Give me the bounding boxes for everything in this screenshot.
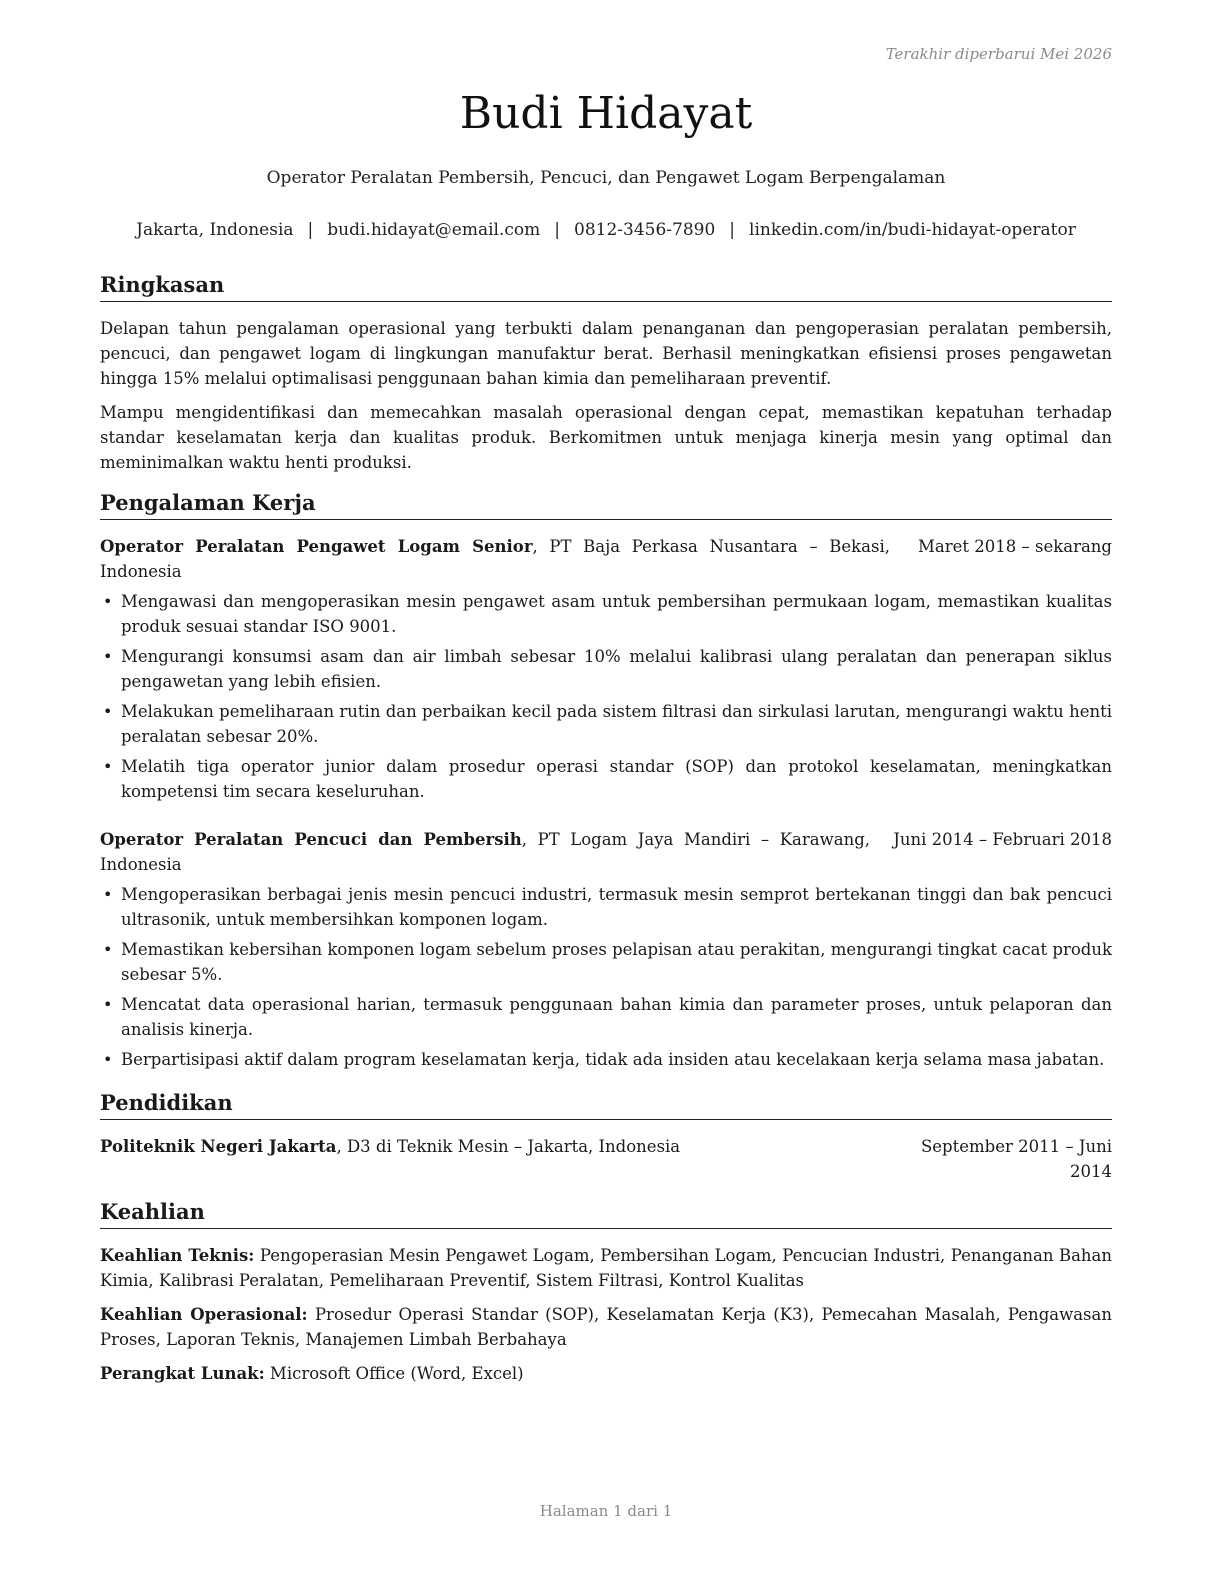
job-header bbox=[100, 827, 1112, 877]
job-bullet: • Melatih tiga operator junior dalam prosedur operasi standar (SOP) dan protokol keselamatan, meningkatkan kompetensi tim secara keseluruhan. bbox=[100, 754, 1112, 804]
skill-value: Microsoft Office (Word, Excel) bbox=[264, 1364, 524, 1383]
contact-location: Jakarta, Indonesia bbox=[136, 220, 294, 240]
job-company: , PT Baja Perkasa Nusantara – Bekasi, Indonesia bbox=[100, 537, 890, 581]
job-company: , PT Logam Jaya Mandiri – Karawang, Indonesia bbox=[100, 830, 870, 874]
job-role: Operator Peralatan Pencuci dan Pembersih bbox=[100, 830, 522, 849]
job-bullet: • Berpartisipasi aktif dalam program keselamatan kerja, tidak ada insiden atau kecelakaan kerja selama masa jabatan. bbox=[100, 1047, 1112, 1072]
contact-separator: | bbox=[729, 220, 736, 240]
job-bullet: • Melakukan pemeliharaan rutin dan perbaikan kecil pada sistem filtrasi dan sirkulasi larutan, mengurangi waktu henti peralatan sebesar 20%. bbox=[100, 699, 1112, 749]
contact-phone: 0812-3456-7890 bbox=[574, 220, 716, 240]
contact-separator: | bbox=[554, 220, 560, 240]
education-heading: Pendidikan bbox=[100, 1089, 1112, 1120]
summary-paragraph: Delapan tahun pengalaman operasional yang terbukti dalam penanganan dan pengoperasian peralatan pembersih, pencuci, dan pengawet logam di lingkungan manufaktur berat. Berhasil meningkatkan efisiensi proses pengawetan hingga 15% melalui optimalisasi penggunaan bahan kimia dan pemeliharaan preventif. bbox=[100, 319, 1112, 388]
skill-label: Keahlian Operasional: bbox=[100, 1305, 308, 1324]
summary-section bbox=[100, 271, 1112, 475]
summary-paragraph: Mampu mengidentifikasi dan memecahkan masalah operasional dengan cepat, memastikan kepatuhan terhadap standar keselamatan kerja dan kualitas produk. Berkomitmen untuk menjaga kinerja mesin yang optimal dan meminimalkan waktu henti produksi. bbox=[100, 403, 1112, 472]
job-bullet: • Memastikan kebersihan komponen logam sebelum proses pelapisan atau perakitan, mengurangi tingkat cacat produk sebesar 5%. bbox=[100, 937, 1112, 987]
skill-label: Perangkat Lunak: bbox=[100, 1364, 265, 1383]
skill-group bbox=[100, 1243, 1112, 1293]
contact-email[interactable]: budi.hidayat@email.com bbox=[327, 220, 541, 240]
job-bullets bbox=[100, 882, 1112, 1072]
job-bullet: • Mengurangi konsumsi asam dan air limbah sebesar 10% melalui kalibrasi ulang peralatan dan penerapan siklus pengawetan yang lebih efisien. bbox=[100, 644, 1112, 694]
education-school: Politeknik Negeri Jakarta bbox=[100, 1137, 337, 1156]
job-header bbox=[100, 534, 1112, 584]
job-entry bbox=[100, 534, 1112, 804]
skill-group bbox=[100, 1361, 1112, 1386]
education-section bbox=[100, 1089, 1112, 1184]
job-dates: Maret 2018 – sekarang bbox=[918, 537, 1112, 556]
candidate-name: Budi Hidayat bbox=[459, 88, 753, 139]
skill-value: Prosedur Operasi Standar (SOP), Keselamatan Kerja (K3), Pemecahan Masalah, Pengawasan Proses, Laporan Teknis, Manajemen Limbah Berbahaya bbox=[100, 1305, 1112, 1349]
job-role: Operator Peralatan Pengawet Logam Senior bbox=[100, 537, 533, 556]
job-bullet: • Mencatat data operasional harian, termasuk penggunaan bahan kimia dan parameter proses, untuk pelaporan dan analisis kinerja. bbox=[100, 992, 1112, 1042]
job-title-line bbox=[100, 534, 890, 584]
summary-heading: Ringkasan bbox=[100, 271, 1112, 302]
page-number-footer: Halaman 1 dari 1 bbox=[539, 1502, 673, 1520]
skills-section bbox=[100, 1198, 1112, 1386]
skill-group bbox=[100, 1302, 1112, 1352]
education-dates-start: September 2011 – Juni bbox=[920, 1137, 1112, 1156]
education-dates-end: 2014 bbox=[1070, 1162, 1112, 1181]
skills-heading: Keahlian bbox=[100, 1198, 1112, 1229]
skill-label: Keahlian Teknis: bbox=[100, 1246, 255, 1265]
job-bullets bbox=[100, 589, 1112, 804]
contact-linkedin[interactable]: linkedin.com/in/budi-hidayat-operator bbox=[749, 220, 1076, 240]
education-dates bbox=[901, 1134, 1112, 1184]
candidate-tagline: Operator Peralatan Pembersih, Pencuci, dan Pengawet Logam Berpengalaman bbox=[266, 168, 946, 188]
education-line bbox=[100, 1134, 680, 1159]
resume-page bbox=[100, 0, 1112, 1584]
education-detail: , D3 di Teknik Mesin – Jakarta, Indonesia bbox=[336, 1137, 681, 1156]
contact-separator: | bbox=[307, 220, 314, 240]
experience-heading: Pengalaman Kerja bbox=[100, 489, 1112, 520]
job-dates: Juni 2014 – Februari 2018 bbox=[893, 830, 1112, 849]
experience-section bbox=[100, 489, 1112, 1072]
job-title-line bbox=[100, 827, 870, 877]
job-entry bbox=[100, 827, 1112, 1072]
job-bullet: • Mengawasi dan mengoperasikan mesin pengawet asam untuk pembersihan permukaan logam, memastikan kualitas produk sesuai standar ISO 9001. bbox=[100, 589, 1112, 639]
job-bullet: • Mengoperasikan berbagai jenis mesin pencuci industri, termasuk mesin semprot bertekanan tinggi dan bak pencuci ultrasonik, untuk membersihkan komponen logam. bbox=[100, 882, 1112, 932]
contact-line bbox=[80, 220, 1132, 240]
skill-value: Pengoperasian Mesin Pengawet Logam, Pembersihan Logam, Pencucian Industri, Penanganan Bahan Kimia, Kalibrasi Peralatan, Pemeliharaan Preventif, Sistem Filtrasi, Kontrol Kualitas bbox=[100, 1246, 1113, 1290]
education-entry bbox=[100, 1134, 1112, 1184]
last-updated-note: Terakhir diperbarui Mei 2026 bbox=[885, 45, 1112, 63]
